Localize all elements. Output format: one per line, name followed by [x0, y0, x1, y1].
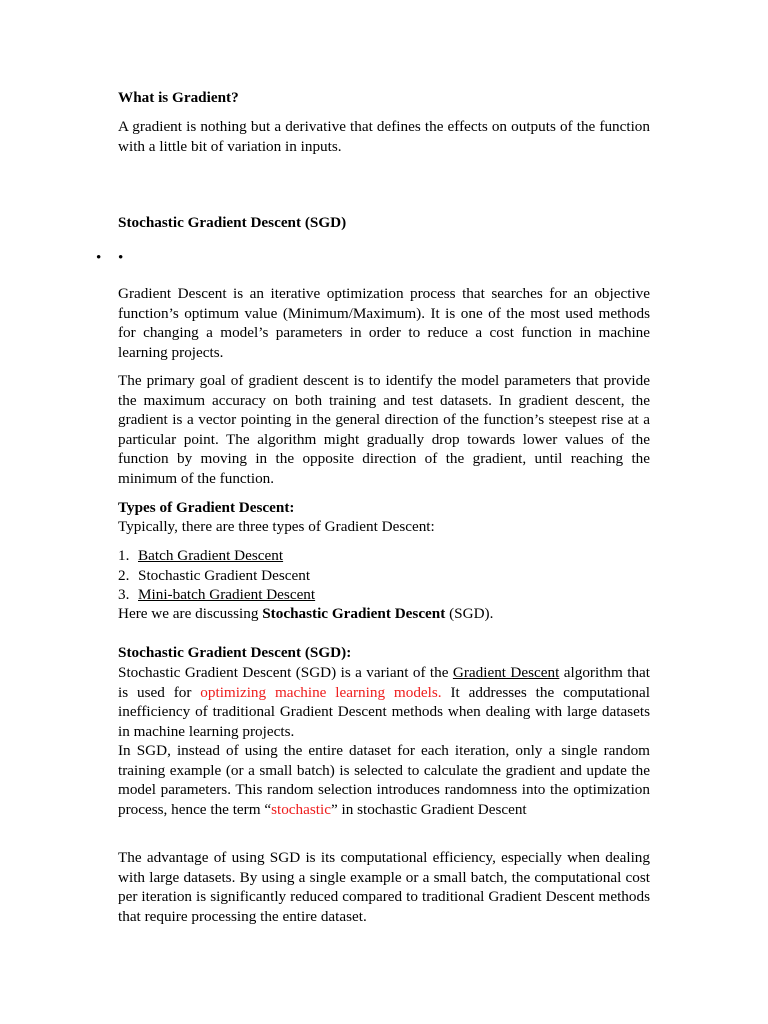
list-item [118, 585, 315, 605]
gd-intro-paragraph: Gradient Descent is an iterative optimization process that searches for an objective function’s optimum value (Minimum/Maximum). It is one of the most used methods for changing a model’s parameters in order to reduce a cost function in machine learning projects. [118, 285, 650, 361]
sgd-def-text-1: Stochastic Gradient Descent (SGD) is a variant of the [118, 664, 453, 681]
discussing-line [118, 604, 650, 624]
sgd-def-text-3: It addresses the computational inefficiency of traditional Gradient Descent methods when dealing with large datasets in machine learning projects. [118, 683, 650, 740]
link-batch-gradient-descent[interactable]: Batch Gradient Descent [138, 547, 284, 564]
sgd-def-text-2: algorithm that is used for [118, 664, 651, 701]
types-intro: Typically, there are three types of Gradient Descent: [118, 518, 435, 535]
list-number: 3. [118, 586, 130, 603]
bullet-marker: • [96, 249, 102, 266]
heading-sgd: Stochastic Gradient Descent (SGD) [118, 214, 347, 231]
list-number: 1. [118, 547, 130, 564]
heading-types-of-gd: Types of Gradient Descent: [118, 499, 295, 516]
sgd-iter-text-1: In SGD, instead of using the entire dataset for each iteration, only a single random training example (or a small batch) is selected to calculate the gradient and update the model parameters. This random selection introduces randomness into the optimization process, hence the term “ [118, 742, 650, 818]
sgd-definition-paragraph [118, 663, 650, 741]
highlight-stochastic: stochastic [271, 800, 331, 818]
gradient-definition: A gradient is nothing but a derivative that defines the effects on outputs of the function with a little bit of variation in inputs. [118, 118, 650, 155]
heading-sgd-colon: Stochastic Gradient Descent (SGD): [118, 644, 352, 661]
advantage-paragraph: The advantage of using SGD is its computational efficiency, especially when dealing with large datasets. By using a single example or a small batch, the computational cost per iteration is significantly reduced compared to traditional Gradient Descent methods that require processing the entire dataset. [118, 849, 650, 925]
link-gradient-descent[interactable]: Gradient Descent [452, 664, 560, 681]
highlight-optimizing-ml-models: optimizing machine learning models. [200, 683, 442, 701]
list-item [118, 566, 310, 586]
list-item-label: Stochastic Gradient Descent [138, 567, 311, 584]
sgd-iter-text-2: ” in stochastic Gradient Descent [330, 800, 527, 818]
discussing-prefix: Here we are discussing [118, 605, 263, 622]
discussing-suffix: (SGD). [445, 605, 494, 622]
sgd-iteration-paragraph [118, 741, 650, 819]
gd-goal-paragraph: The primary goal of gradient descent is to identify the model parameters that provide the maximum accuracy on both training and test datasets. In gradient descent, the gradient is a vector pointing in the general direction of the function’s steepest rise at a particular point. The algorithm might gradually drop towards lower values of the function by moving in the opposite direction of the gradient, until reaching the minimum of the function. [118, 372, 650, 487]
empty-bullet-item: • [118, 249, 124, 266]
list-number: 2. [118, 567, 130, 584]
discussing-bold: Stochastic Gradient Descent [262, 605, 446, 622]
list-item [118, 546, 283, 566]
heading-what-is-gradient: What is Gradient? [118, 89, 239, 106]
link-mini-batch-gradient-descent[interactable]: Mini-batch Gradient Descent [138, 586, 316, 603]
